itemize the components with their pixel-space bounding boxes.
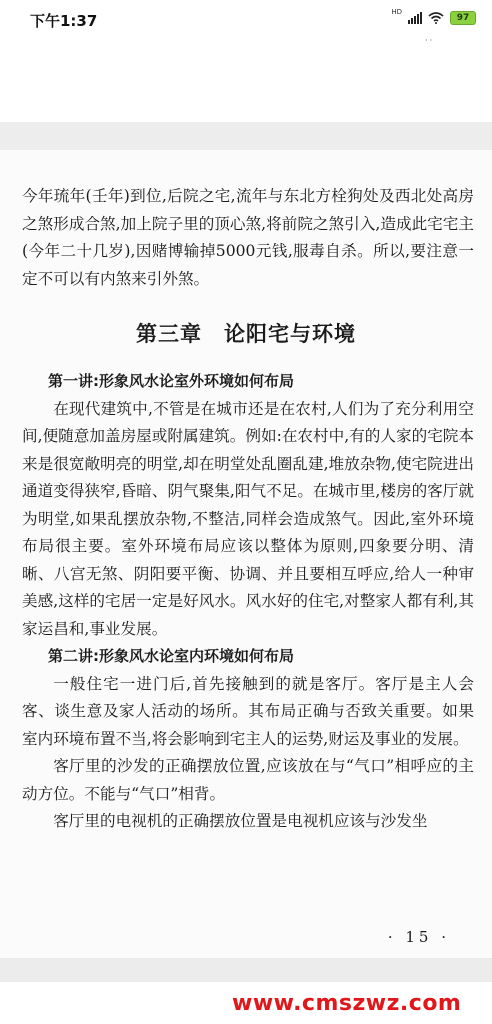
top-margin: [0, 42, 492, 122]
paragraph-top: 今年琉年(壬年)到位,后院之宅,流年与东北方栓狗处及西北处高房之煞形成合煞,加上院子里的顶心煞,将前院之煞引入,造成此宅宅主(今年二十几岁),因赌博输掉5000元钱,服毒自杀。所以,要注意一定不可以有内煞来引外煞。: [22, 187, 474, 288]
wifi-icon: [428, 12, 444, 24]
section-2-paragraph-1: 一般住宅一进门后,首先接触到的就是客厅。客厅是主人会客、谈生意及家人活动的场所。其布局正确与否致关重要。如果室内环境布置不当,将会影响到宅主人的运势,财运及事业的发展。: [22, 674, 474, 748]
signal-icon: [408, 12, 422, 24]
battery-icon: 97: [450, 11, 476, 25]
status-time: 下午1:37: [30, 12, 98, 30]
section-1-paragraph: 在现代建筑中,不管是在城市还是在农村,人们为了充分利用空间,便随意加盖房屋或附属建筑。例如:在农村中,有的人家的宅院本来是很宽敞明亮的明堂,却在明堂处乱圈乱建,堆放杂物,使宅院进出通道变得狭窄,昏暗、阴气聚集,阳气不足。在城市里,楼房的客厅就为明堂,如果乱摆放杂物,不整洁,同样会造成煞气。因此,室外环境布局很主要。室外环境布局应该以整体为原则,四象要分明、清晰、八宫无煞、阴阳要平衡、协调、并且要相互呼应,给人一种审美感,这样的宅居一定是好风水。风水好的住宅,对整家人都有利,其家运昌和,事业发展。: [22, 399, 474, 638]
section-2-paragraph-3: 客厅里的电视机的正确摆放位置是电视机应该与沙发坐: [53, 812, 428, 830]
system-icons: [391, 8, 476, 25]
watermark: www.cmszwz.com: [232, 991, 462, 1016]
section-1-title: 第一讲:形象风水论室外环境如何布局: [48, 372, 295, 390]
text-block-top: [22, 183, 474, 293]
text-block-main: [22, 368, 474, 836]
status-bar: [0, 0, 492, 42]
chapter-title: 第三章 论阳宅与环境: [136, 321, 356, 346]
section-2-paragraph-2: 客厅里的沙发的正确摆放位置,应该放在与“气口”相呼应的主动方位。不能与“气口”相背。: [22, 757, 474, 803]
page-separator-bottom: [0, 958, 492, 982]
page-number: · 15 ·: [387, 928, 450, 946]
section-2-title: 第二讲:形象风水论室内环境如何布局: [48, 647, 295, 665]
network-type-label: HD: [391, 8, 402, 16]
page-separator-top: [0, 122, 492, 150]
